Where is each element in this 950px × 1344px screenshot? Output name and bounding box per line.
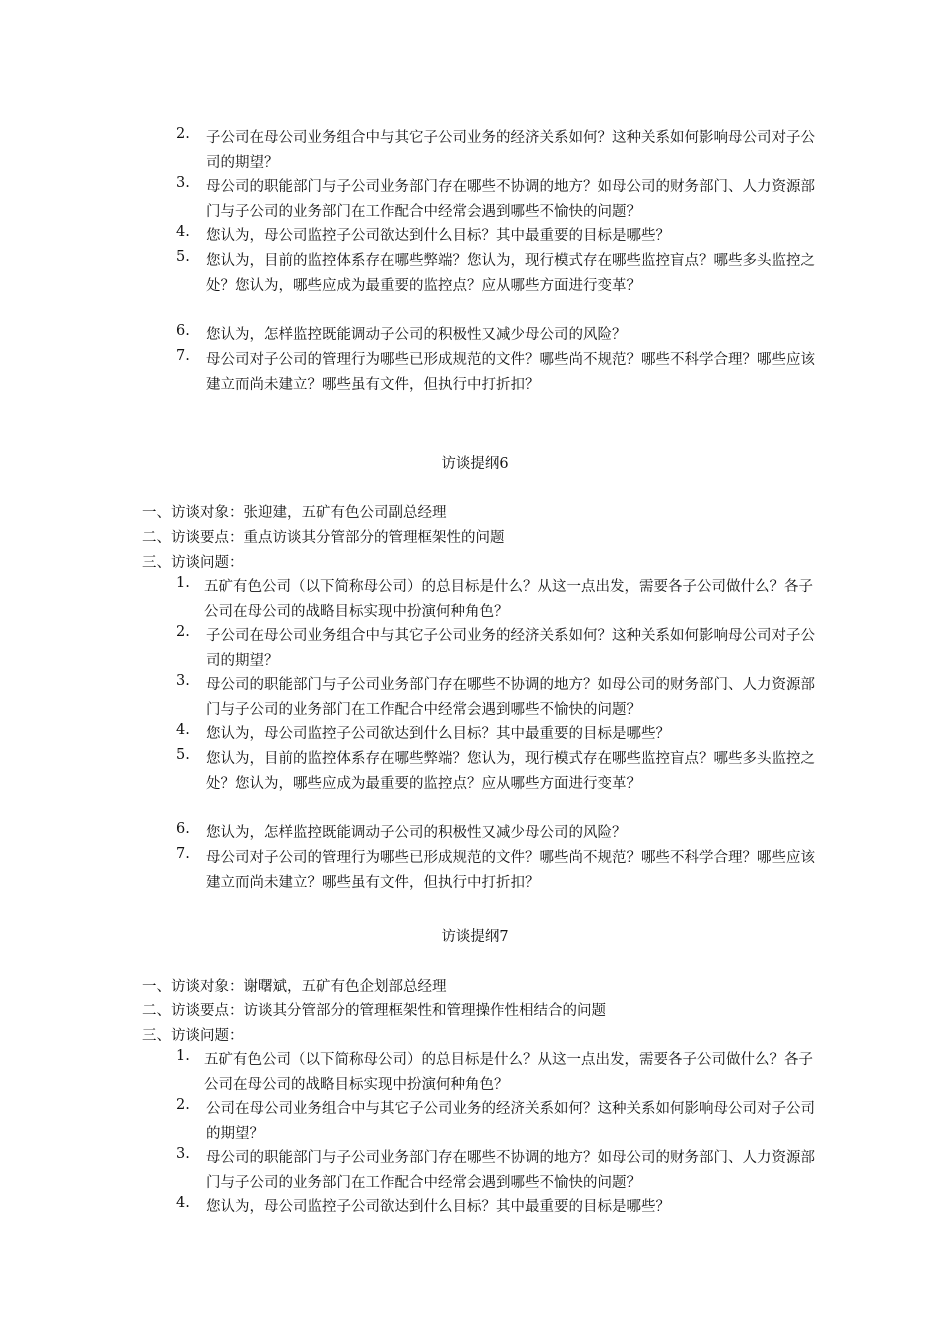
item-text: 子公司在母公司业务组合中与其它子公司业务的经济关系如何？这种关系如何影响母公司对子公司的期望？ [206, 130, 815, 171]
item-number: 4. [176, 224, 190, 240]
item-text: 您认为，怎样监控既能调动子公司的积极性又减少母公司的风险？ [206, 327, 627, 343]
item-number: 4. [176, 1195, 190, 1211]
list-item [0, 1097, 950, 1146]
list-item [0, 722, 950, 747]
item-text: 您认为，目前的监控体系存在哪些弊端？您认为，现行模式存在哪些监控盲点？哪些多头监控之处？您认为，哪些应成为最重要的监控点？应从哪些方面进行变革？ [206, 751, 815, 792]
item-number: 3. [176, 175, 190, 191]
list-item [0, 1146, 950, 1195]
outline-7-questions-label: 三、访谈问题： [142, 1028, 244, 1044]
outline-7-points: 二、访谈要点：访谈其分管部分的管理框架性和管理操作性相结合的问题 [142, 1003, 606, 1019]
list-item [0, 126, 950, 175]
outline-6-questions-label: 三、访谈问题： [142, 555, 244, 571]
top-question-list [0, 126, 950, 397]
item-number: 2. [176, 126, 190, 142]
item-text: 您认为，母公司监控子公司欲达到什么目标？其中最重要的目标是哪些？ [206, 228, 670, 244]
list-item [0, 846, 950, 895]
item-text: 公司在母公司业务组合中与其它子公司业务的经济关系如何？这种关系如何影响母公司对子公司的期望？ [206, 1101, 815, 1142]
outline-7-target: 一、访谈对象：谢曙斌，五矿有色企划部总经理 [142, 979, 447, 995]
item-number: 2. [176, 624, 190, 640]
item-number: 6. [176, 821, 190, 837]
list-item [0, 224, 950, 249]
item-text: 母公司对子公司的管理行为哪些已形成规范的文件？哪些尚不规范？哪些不科学合理？哪些应该建立而尚未建立？哪些虽有文件，但执行中打折扣？ [206, 850, 815, 891]
item-text: 五矿有色公司（以下简称母公司）的总目标是什么？从这一点出发，需要各子公司做什么？各子公司在母公司的战略目标实现中扮演何种角色？ [204, 579, 813, 620]
outline-6-question-list [0, 575, 950, 895]
item-number: 3. [176, 673, 190, 689]
item-text: 母公司对子公司的管理行为哪些已形成规范的文件？哪些尚不规范？哪些不科学合理？哪些应该建立而尚未建立？哪些虽有文件，但执行中打折扣？ [206, 352, 815, 393]
item-number: 7. [176, 348, 190, 364]
list-item [0, 249, 950, 323]
item-number: 5. [176, 747, 190, 763]
list-item [0, 348, 950, 397]
outline-7-title: 访谈提纲7 [441, 929, 509, 945]
list-item [0, 821, 950, 846]
item-number: 5. [176, 249, 190, 265]
outline-6-points: 二、访谈要点：重点访谈其分管部分的管理框架性的问题 [142, 530, 505, 546]
item-number: 6. [176, 323, 190, 339]
item-text: 子公司在母公司业务组合中与其它子公司业务的经济关系如何？这种关系如何影响母公司对子公司的期望？ [206, 628, 815, 669]
item-text: 五矿有色公司（以下简称母公司）的总目标是什么？从这一点出发，需要各子公司做什么？各子公司在母公司的战略目标实现中扮演何种角色？ [204, 1052, 813, 1093]
item-text: 您认为，母公司监控子公司欲达到什么目标？其中最重要的目标是哪些？ [206, 726, 670, 742]
item-text: 母公司的职能部门与子公司业务部门存在哪些不协调的地方？如母公司的财务部门、人力资源部门与子公司的业务部门在工作配合中经常会遇到哪些不愉快的问题？ [206, 677, 815, 718]
list-item [0, 673, 950, 722]
list-item [0, 323, 950, 348]
item-text: 您认为，目前的监控体系存在哪些弊端？您认为，现行模式存在哪些监控盲点？哪些多头监控之处？您认为，哪些应成为最重要的监控点？应从哪些方面进行变革？ [206, 253, 815, 294]
item-number: 1. [176, 575, 190, 591]
outline-6-target: 一、访谈对象：张迎建，五矿有色公司副总经理 [142, 505, 447, 521]
item-number: 1. [176, 1048, 190, 1064]
item-text: 母公司的职能部门与子公司业务部门存在哪些不协调的地方？如母公司的财务部门、人力资源部门与子公司的业务部门在工作配合中经常会遇到哪些不愉快的问题？ [206, 1150, 815, 1191]
item-number: 7. [176, 846, 190, 862]
list-item [0, 575, 950, 624]
list-item [0, 624, 950, 673]
item-text: 您认为，母公司监控子公司欲达到什么目标？其中最重要的目标是哪些？ [206, 1199, 670, 1215]
item-text: 您认为，怎样监控既能调动子公司的积极性又减少母公司的风险？ [206, 825, 627, 841]
item-number: 4. [176, 722, 190, 738]
list-item [0, 1048, 950, 1097]
item-number: 2. [176, 1097, 190, 1113]
list-item [0, 747, 950, 821]
outline-6-title: 访谈提纲6 [441, 456, 509, 472]
list-item [0, 1195, 950, 1220]
item-text: 母公司的职能部门与子公司业务部门存在哪些不协调的地方？如母公司的财务部门、人力资源部门与子公司的业务部门在工作配合中经常会遇到哪些不愉快的问题？ [206, 179, 815, 220]
item-number: 3. [176, 1146, 190, 1162]
outline-7-question-list [0, 1048, 950, 1220]
list-item [0, 175, 950, 224]
